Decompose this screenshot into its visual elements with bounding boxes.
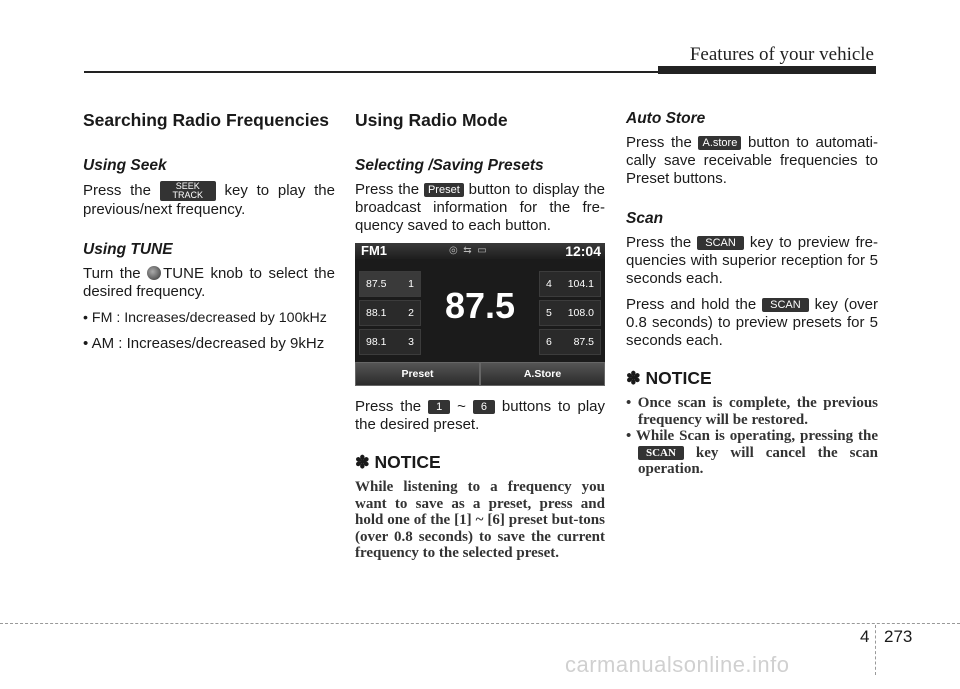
section-number: 4 [860, 627, 870, 646]
notice-body: While listening to a frequency you want to save as a preset, press and hold one of the [1] ~ [6] preset but-tons (over 0.8 seconds) to save the current frequency to the selected preset. [355, 479, 605, 561]
column-3 [626, 110, 878, 478]
preset-list-left [359, 271, 421, 358]
header-bar [658, 66, 876, 74]
clock: 12:04 [565, 243, 601, 259]
astore-screen-button[interactable]: A.Store [480, 362, 605, 386]
notice-title: ✽ NOTICE [626, 368, 712, 388]
scan-hold-paragraph: Press and hold the SCAN key (over 0.8 seconds) to preview presets for 5 seconds each. [626, 296, 878, 349]
scan-key-icon: SCAN [762, 298, 809, 312]
key-1-icon: 1 [428, 400, 450, 414]
status-icons: ◎ ⇆ ▭ [449, 245, 487, 256]
scan-paragraph: Press the SCAN key to preview fre-quencies with superior reception for 5 seconds each. [626, 234, 878, 287]
astore-key-icon: A.store [698, 136, 741, 150]
section-heading-radio-mode: Using Radio Mode [355, 110, 508, 130]
key-6-icon: 6 [473, 400, 495, 414]
preset-list-right [539, 271, 601, 358]
scan-key-icon: SCAN [697, 236, 744, 250]
notice-bullet: • While Scan is operating, pressing the SCAN key will cancel the scan operation. [626, 428, 878, 477]
preset-button[interactable]: 88.1 2 [359, 300, 421, 326]
column-2 [355, 110, 605, 562]
page-number: 273 [884, 627, 913, 646]
preset-button[interactable]: 5 108.0 [539, 300, 601, 326]
column-1 [83, 110, 335, 361]
subheading-using-tune: Using TUNE [83, 241, 173, 258]
watermark: carmanualsonline.info [565, 652, 790, 677]
subheading-auto-store: Auto Store [626, 110, 706, 127]
band-label: FM1 [361, 243, 387, 258]
preset-button[interactable]: 6 87.5 [539, 329, 601, 355]
subheading-scan: Scan [626, 210, 664, 227]
footer-rule [0, 623, 960, 624]
preset-screen-button[interactable]: Preset [355, 362, 480, 386]
radio-screen [355, 243, 605, 386]
subheading-using-seek: Using Seek [83, 157, 167, 174]
subheading-presets: Selecting /Saving Presets [355, 157, 544, 174]
footer-divider [875, 625, 876, 675]
notice-title: ✽ NOTICE [355, 452, 441, 472]
tune-knob-icon [147, 266, 161, 280]
screen-buttons [355, 362, 605, 386]
tune-paragraph: Turn the TUNE knob to select the desired frequency. [83, 265, 335, 300]
fm-bullet: • FM : Increases/decreased by 100kHz [83, 310, 327, 326]
am-bullet: • AM : Increases/decreased by 9kHz [83, 335, 325, 352]
preset-button[interactable]: 4 104.1 [539, 271, 601, 297]
section-heading: Searching Radio Frequencies [83, 110, 330, 130]
autostore-paragraph: Press the A.store button to automati-cally save receivable frequencies to Preset buttons. [626, 134, 879, 187]
seek-track-key-icon: SEEK TRACK [160, 181, 216, 201]
scan-key-icon: SCAN [638, 446, 684, 460]
preset-button[interactable]: 98.1 3 [359, 329, 421, 355]
current-frequency: 87.5 [444, 285, 516, 326]
press-preset-paragraph: Press the 1 ~ 6 buttons to play the desired preset. [355, 398, 606, 433]
seek-paragraph: Press the SEEK TRACK key to play the previous/next frequency. [83, 181, 335, 218]
page-header-title: Features of your vehicle [689, 44, 874, 65]
notice-bullet: • Once scan is complete, the previous frequency will be restored. [626, 395, 878, 428]
presets-paragraph: Press the Preset button to display the broadcast information for the fre-quency saved to each button. [355, 181, 606, 234]
preset-button[interactable]: 87.5 1 [359, 271, 421, 297]
preset-key-icon: Preset [424, 183, 464, 197]
